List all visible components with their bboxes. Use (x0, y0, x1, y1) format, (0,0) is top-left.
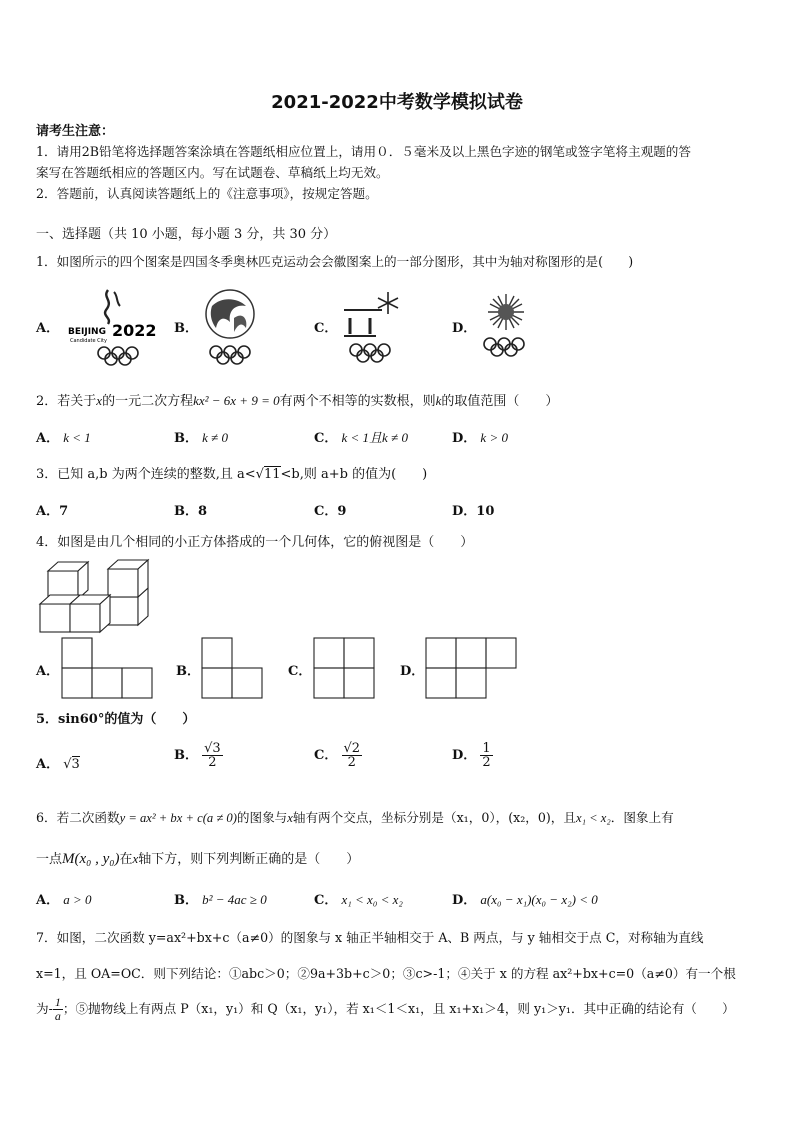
emblem-c-logo (340, 288, 404, 366)
q4-option-d-grid[interactable] (426, 638, 516, 698)
q2-option-b[interactable]: B． k ≠ 0 (174, 430, 229, 446)
snowflake-emblem-logo (476, 290, 536, 360)
q4-option-a-label[interactable]: A． (36, 664, 60, 679)
notice-item-2: 2．答题前，认真阅读答题纸上的《注意事项》，按规定答题。 (36, 186, 378, 201)
q4-option-d-label[interactable]: D． (400, 664, 425, 679)
q6-option-a[interactable]: A． a > 0 (36, 892, 92, 908)
q7-stem-line2: x=1，且 OA=OC．则下列结论：①abc＞0；②9a+3b+c＞0；③c>-1；④关于 x 的方程 ax²+bx+c=0（a≠0）有一个根 (36, 966, 736, 981)
logo-a-text: BEIJING (68, 327, 106, 337)
q5-option-d[interactable]: D． $\frac{1}{2}$ (452, 741, 491, 770)
q1-stem: 1．如图所示的四个图案是四国冬季奥林匹克运动会会徽图案上的一部分图形，其中为轴对称图形的是( ) (36, 254, 634, 269)
q3-option-a[interactable]: A．7 (36, 504, 69, 519)
beijing-2022-logo (64, 284, 164, 368)
q3-option-c[interactable]: C．9 (314, 504, 347, 519)
q1-option-c-label[interactable]: C． (314, 321, 338, 336)
q6-stem: 6．若二次函数y = ax² + bx + c(a ≠ 0)的图象与x轴有两个交点，坐标分别是（x₁，0），(x₂，0)，且x₁ < x₂．图象上有 (36, 810, 674, 825)
logo-a-year: 2022 (112, 321, 157, 340)
notice-item-1: 1．请用2B铅笔将选择题答案涂填在答题纸相应位置上，请用０．５毫米及以上黑色字迹的钢笔或签字笔将主观题的答 (36, 144, 691, 159)
q6-stem-line2: 一点M(x₀ , y₀)在x轴下方，则下列判断正确的是（ ） (36, 851, 360, 867)
logo-a-sub: Candidate City (70, 338, 107, 344)
q5-option-c[interactable]: C． $\frac{√2}{2}$ (314, 741, 361, 770)
q5-option-b[interactable]: B． $\frac{√3}{2}$ (174, 741, 221, 770)
emblem-b-logo (198, 288, 262, 364)
q2-option-a[interactable]: A． k < 1 (36, 430, 91, 446)
notice-header: 请考生注意： (36, 124, 115, 139)
q4-option-c-label[interactable]: C． (288, 664, 312, 679)
q3-option-d[interactable]: D．10 (452, 504, 495, 519)
q4-option-b-label[interactable]: B． (176, 664, 200, 679)
page-title: 2021-2022中考数学模拟试卷 (271, 92, 523, 113)
q4-option-a-grid[interactable] (62, 638, 152, 698)
q4-option-b-grid[interactable] (202, 638, 262, 698)
q2-option-c[interactable]: C． k < 1且k ≠ 0 (314, 430, 408, 446)
q6-option-b[interactable]: B． b² − 4ac ≥ 0 (174, 892, 267, 908)
q6-option-c[interactable]: C． x₁ < x₀ < x₂ (314, 892, 403, 908)
section-header: 一、选择题（共 10 小题，每小题 3 分，共 30 分） (36, 227, 337, 242)
q7-stem-line3: 为- $\frac{1}{a}$ ；⑤抛物线上有两点 P（x₁，y₁）和 Q（x₁，y₁），若 x₁＜1＜x₁，且 x₁+x₁＞4，则 y₁＞y₁．其中正确的结论有（ ） (36, 995, 735, 1023)
q7-stem: 7．如图，二次函数 y=ax²+bx+c（a≠0）的图象与 x 轴正半轴相交于 A、B 两点，与 y 轴相交于点 C，对称轴为直线 (36, 930, 704, 945)
q2-option-d[interactable]: D． k > 0 (452, 430, 508, 446)
q3-option-b[interactable]: B．8 (174, 504, 208, 519)
q1-option-b-label[interactable]: B． (174, 321, 198, 336)
q4-option-c-grid[interactable] (314, 638, 374, 698)
cube-solid-figure (40, 560, 152, 634)
q6-option-d[interactable]: D． a(x₀ − x₁)(x₀ − x₂) < 0 (452, 892, 598, 908)
q5-stem: 5．sin60°的值为（ ） (36, 712, 196, 727)
q4-stem: 4．如图是由几个相同的小正方体搭成的一个几何体，它的俯视图是（ ） (36, 535, 474, 550)
q1-option-d-label[interactable]: D． (452, 321, 477, 336)
q1-option-a-label[interactable]: A． (36, 321, 60, 336)
q5-option-a[interactable]: A． √3 (36, 757, 80, 772)
notice-item-1-cont: 案写在答题纸相应的答题区内。写在试题卷、草稿纸上均无效。 (36, 165, 389, 180)
q3-stem: 3．已知 a,b 为两个连续的整数,且 a<√11<b,则 a+b 的值为( ) (36, 467, 428, 482)
q2-stem: 2．若关于x的一元二次方程kx² − 6x + 9 = 0有两个不相等的实数根，则k的取值范围（ ） (36, 393, 559, 409)
